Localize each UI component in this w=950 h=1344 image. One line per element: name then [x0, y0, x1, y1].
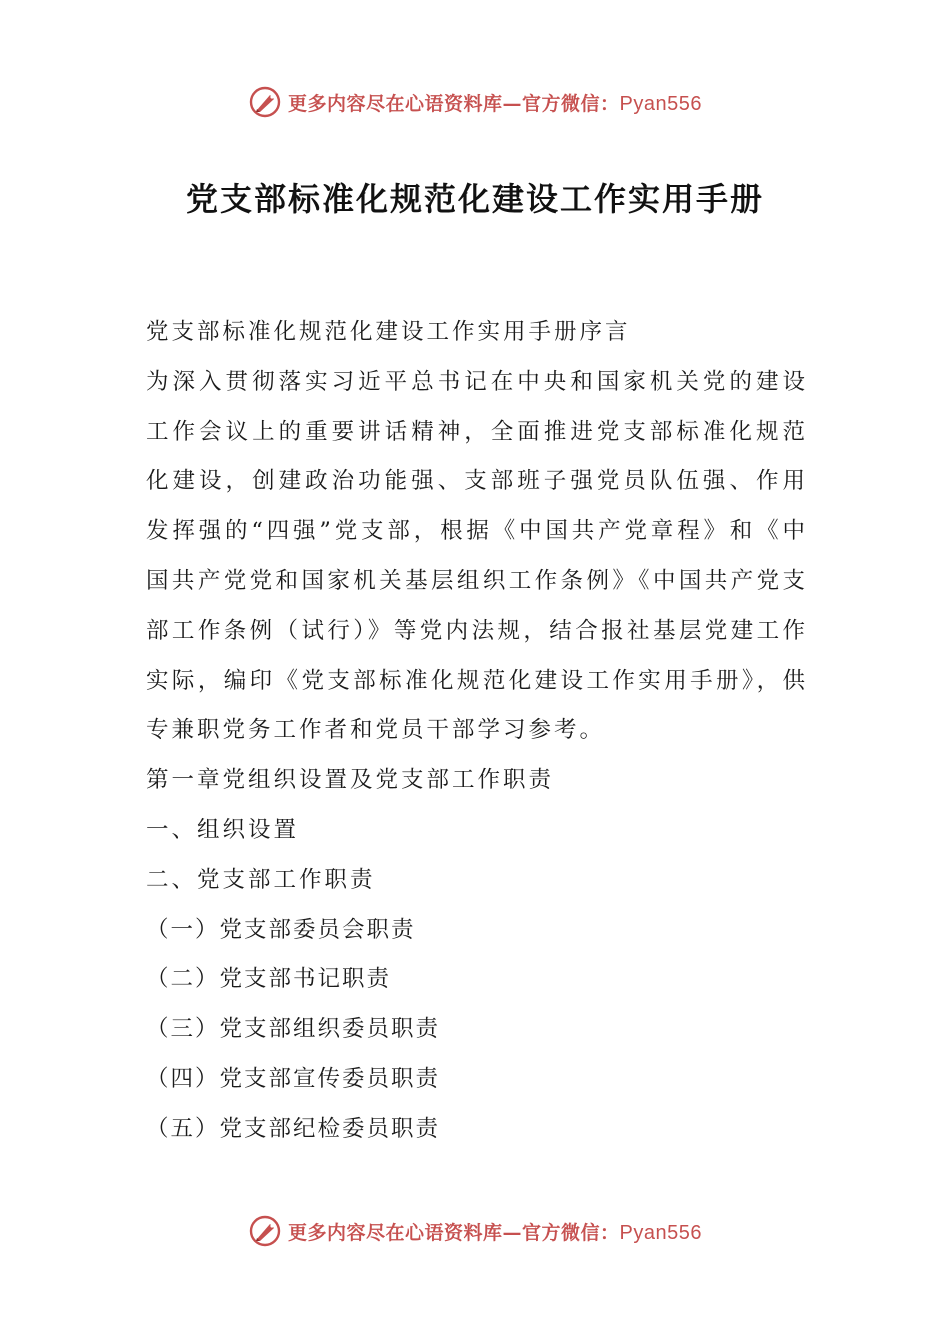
banner-text: 更多内容尽在心语资料库—官方微信：Pyan556 [288, 92, 702, 115]
banner-text: 更多内容尽在心语资料库—官方微信：Pyan556 [288, 1221, 702, 1244]
section-heading: 一、组织设置 [146, 816, 300, 843]
section-heading: 二、党支部工作职责 [146, 866, 376, 893]
document-body [146, 308, 808, 1155]
document-title: 党支部标准化规范化建设工作实用手册 [185, 180, 764, 218]
pen-nib-icon [248, 1214, 282, 1248]
list-item: （五）党支部纪检委员职责 [146, 1115, 441, 1142]
footer-banner [0, 1211, 950, 1251]
list-item: （四）党支部宣传委员职责 [146, 1065, 441, 1092]
list-item: （一）党支部委员会职责 [146, 916, 416, 943]
preface-paragraph: 为深入贯彻落实习近平总书记在中央和国家机关党的建设工作会议上的重要讲话精神，全面推进党支部标准化规范化建设，创建政治功能强、支部班子强党员队伍强、作用发挥强的“四强”党支部，根据《中国共产党章程》和《中国共产党党和国家机关基层组织工作条例》《中国共产党支部工作条例（试行）》等党内法规，结合报社基层党建工作实际，编印《党支部标准化规范化建设工作实用手册》，供专兼职党务工作者和党员干部学习参考。 [146, 368, 808, 744]
wechat-id: Pyan556 [619, 1221, 702, 1244]
chapter-heading: 第一章党组织设置及党支部工作职责 [146, 767, 555, 794]
wechat-id: Pyan556 [619, 92, 702, 115]
preface-heading: 党支部标准化规范化建设工作实用手册序言 [146, 319, 631, 345]
header-banner [0, 82, 950, 122]
list-item: （二）党支部书记职责 [146, 966, 392, 993]
list-item: （三）党支部组织委员职责 [146, 1016, 441, 1043]
pen-nib-icon [248, 85, 282, 119]
